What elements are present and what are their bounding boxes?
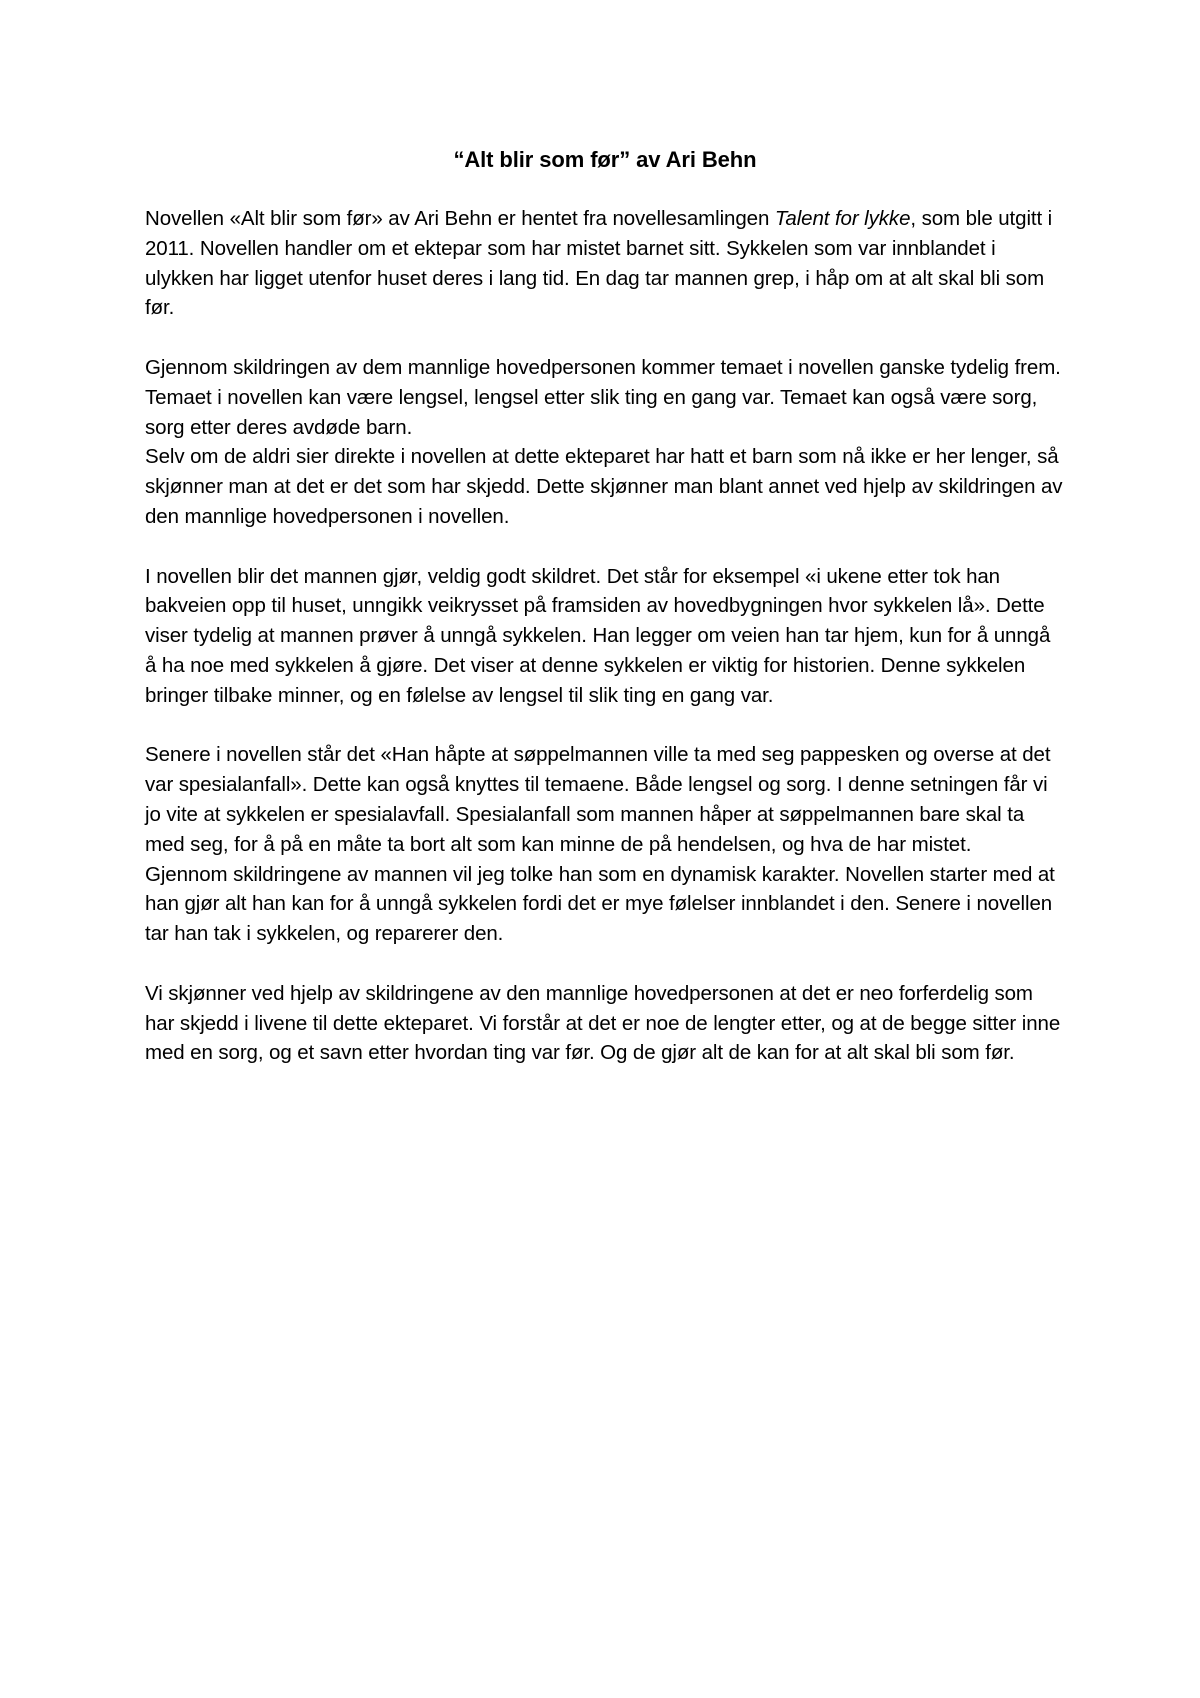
- document-body: [145, 145, 1065, 1068]
- paragraph-intro-start: Novellen «Alt blir som før» av Ari Behn er hentet fra novellesamlingen: [145, 207, 775, 230]
- paragraph-child: Selv om de aldri sier direkte i novellen at dette ekteparet har hatt et barn som nå ikke er her lenger, så skjønner man at det er det som har skjedd. Dette skjønner man blant annet ved hjelp av skildringen av den mannlige hovedpersonen i novellen.: [145, 445, 1063, 528]
- paragraph-description: I novellen blir det mannen gjør, veldig godt skildret. Det står for eksempel «i ukene etter tok han bakveien opp til huset, unngikk veikrysset på framsiden av hovedbygningen hvor sykkelen lå». Dette viser tydelig at mannen prøver å unngå sykkelen. Han legger om veien han tar hjem, kun for å unngå å ha noe med sykkelen å gjøre. Det viser at denne sykkelen er viktig for historien. Denne sykkelen bringer tilbake minner, og en følelse av lengsel til slik ting en gang var.: [145, 564, 1051, 707]
- paragraph-intro-end: , som ble utgitt i 2011. Novellen handler om et ektepar som har mistet barnet sitt. Sykkelen som var innblandet i ulykken har ligget utenfor huset deres i lang tid. En dag tar mannen grep, i håp om at alt skal bli som før.: [145, 207, 1053, 320]
- document-title: “Alt blir som før” av Ari Behn: [453, 147, 757, 172]
- paragraph-intro: [145, 204, 1065, 323]
- paragraph-conclusion: Vi skjønner ved hjelp av skildringene av den mannlige hovedpersonen at det er neo forferdelig som har skjedd i livene til dette ekteparet. Vi forstår at det er noe de lengter etter, og at de begge sitter inne med en sorg, og et savn etter hvordan ting var før. Og de gjør alt de kan for at alt skal bli som før.: [145, 981, 1061, 1065]
- paragraph-gap: [145, 711, 1065, 741]
- paragraph-gap: [145, 323, 1065, 353]
- paragraph-character: Gjennom skildringene av mannen vil jeg tolke han som en dynamisk karakter. Novellen starter med at han gjør alt han kan for å unngå sykkelen fordi det er mye følelser innblandet i den. Senere i novellen tar han tak i sykkelen, og reparerer den.: [145, 862, 1055, 946]
- paragraph-theme: Gjennom skildringen av dem mannlige hovedpersonen kommer temaet i novellen ganske tydelig frem. Temaet i novellen kan være lengsel, lengsel etter slik ting en gang var. Temaet kan også være sorg, sorg etter deres avdøde barn.: [145, 355, 1061, 439]
- book-title-italic: Talent for lykke: [774, 207, 911, 230]
- paragraph-gap: [145, 949, 1065, 979]
- paragraph-gap: [145, 532, 1065, 562]
- paragraph-quote: Senere i novellen står det «Han håpte at søppelmannen ville ta med seg pappesken og overse at det var spesialanfall». Dette kan også knyttes til temaene. Både lengsel og sorg. I denne setningen får vi jo vite at sykkelen er spesialavfall. Spesialanfall som mannen håper at søppelmannen bare skal ta med seg, for å på en måte ta bort alt som kan minne de på hendelsen, og hva de har mistet.: [145, 743, 1051, 856]
